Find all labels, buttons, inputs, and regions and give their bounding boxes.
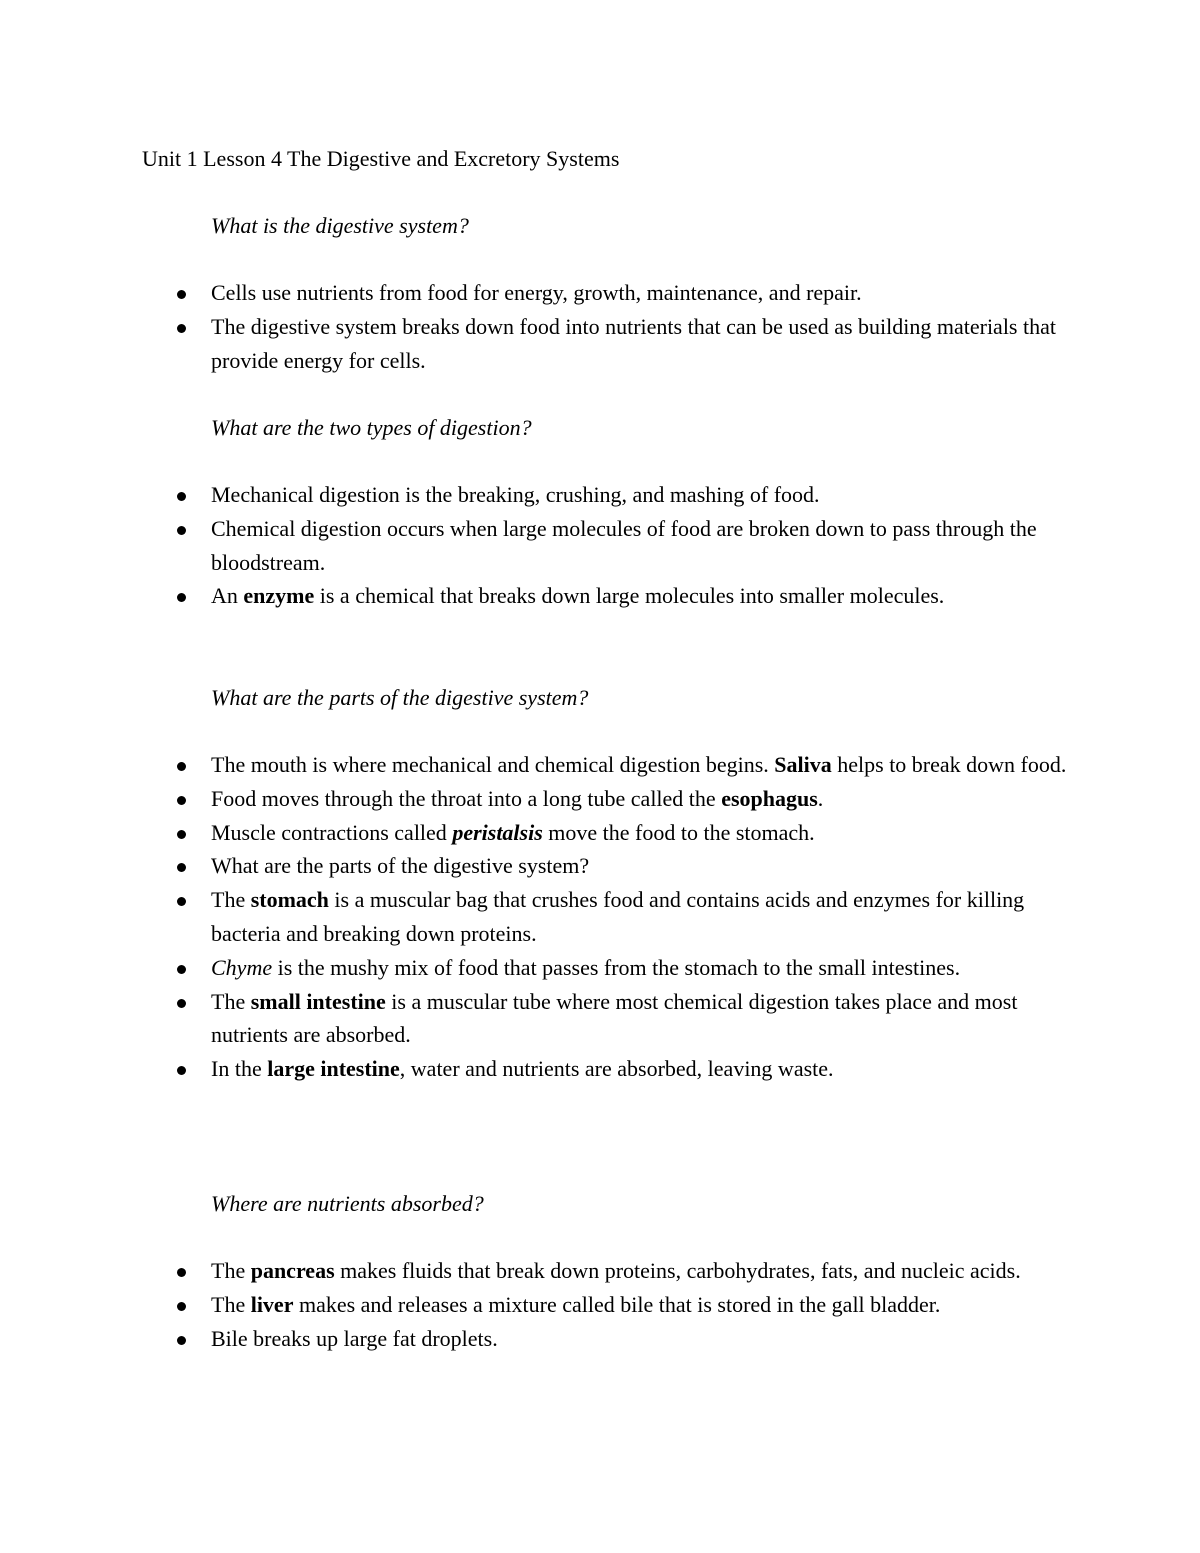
list-item [0,478,1200,512]
key-term-small-intestine: small intestine [250,988,386,1014]
list-item [0,951,1200,985]
list-item-text-before: An [211,583,244,609]
bullet-icon [177,593,186,602]
list-item-text-before: In the [211,1056,268,1082]
bullet-icon [177,492,186,501]
list-item-text: What are the parts of the digestive system? [211,853,590,879]
list-item [0,748,1200,782]
bullet-list [0,748,1200,1086]
section-what-is-digestive-system [0,209,1200,377]
list-item-text: Cells use nutrients from food for energy, growth, maintenance, and repair. [211,280,862,305]
key-term-saliva: Saliva [774,752,832,777]
section-question: What are the parts of the digestive system? [211,685,589,710]
bullet-icon [177,999,186,1008]
list-item [0,883,1200,951]
list-item-text-after: makes and releases a mixture called bile that is stored in the gall bladder. [293,1291,941,1317]
bullet-icon [177,526,186,535]
key-term-large-intestine: large intestine [267,1056,400,1082]
list-item [0,1288,1200,1322]
list-item-text-after: , water and nutrients are absorbed, leaving waste. [399,1056,834,1082]
list-item-text-before: Muscle contractions called [211,819,453,845]
list-item [0,782,1200,816]
list-item-text-after: is a muscular bag that crushes food and contains acids and enzymes for killing bacteria and breaking down proteins. [211,887,1025,946]
key-term-pancreas: pancreas [250,1258,335,1283]
list-item-text-after: is a chemical that breaks down large molecules into smaller molecules. [314,583,945,609]
list-item-text-after: makes fluids that break down proteins, carbohydrates, fats, and nucleic acids. [334,1258,1021,1283]
list-item-text-after: . [817,785,824,811]
list-item [0,310,1200,378]
bullet-list [0,478,1200,613]
bullet-icon [177,830,186,839]
list-item-text: Bile breaks up large fat droplets. [211,1325,498,1351]
list-item-text-before: The [211,988,251,1014]
list-item-text: Mechanical digestion is the breaking, crushing, and mashing of food. [211,482,820,507]
section-types-of-digestion [0,411,1200,613]
bullet-icon [177,1268,186,1277]
section-question: Where are nutrients absorbed? [211,1191,484,1216]
key-term-liver: liver [250,1291,294,1317]
key-term-stomach: stomach [250,887,329,913]
key-term-chyme: Chyme [211,954,273,980]
bullet-icon [177,897,186,906]
bullet-list [0,276,1200,377]
list-item-text-after: helps to break down food. [831,752,1067,777]
list-item [0,849,1200,883]
key-term-esophagus: esophagus [721,785,818,811]
section-parts-of-digestive-system [0,681,1200,1086]
list-item-text-after: move the food to the stomach. [542,819,815,845]
list-item [0,276,1200,310]
list-item [0,1322,1200,1356]
list-item [0,816,1200,850]
list-item [0,1254,1200,1288]
list-item-text-after: is a muscular tube where most chemical digestion takes place and most nutrients are absorbed. [211,988,1018,1048]
list-item [0,1052,1200,1086]
bullet-icon [177,762,186,771]
list-item [0,512,1200,580]
bullet-icon [177,1336,186,1345]
list-item [0,579,1200,613]
bullet-icon [177,290,186,299]
list-item-text-before: The [211,1258,251,1283]
section-question: What are the two types of digestion? [211,415,532,440]
list-item-text-after: is the mushy mix of food that passes from the stomach to the small intestines. [272,954,961,980]
document-title: Unit 1 Lesson 4 The Digestive and Excretory Systems [142,146,620,171]
bullet-list [0,1254,1200,1355]
section-where-nutrients-absorbed [0,1187,1200,1355]
list-item [0,985,1200,1053]
key-term-peristalsis: peristalsis [452,819,543,845]
list-item-text-before: The mouth is where mechanical and chemical digestion begins. [211,752,775,777]
bullet-icon [177,863,186,872]
bullet-icon [177,324,186,333]
list-item-text-before: The [211,887,251,913]
list-item-text-before: Food moves through the throat into a long tube called the [211,785,722,811]
bullet-icon [177,1066,186,1075]
section-question: What is the digestive system? [211,213,469,238]
list-item-text: Chemical digestion occurs when large molecules of food are broken down to pass through the bloodstream. [211,515,1037,575]
list-item-text-before: The [211,1291,251,1317]
bullet-icon [177,1302,186,1311]
bullet-icon [177,965,186,974]
key-term-enzyme: enzyme [243,583,315,609]
bullet-icon [177,796,186,805]
list-item-text: The digestive system breaks down food into nutrients that can be used as building materials that provide energy for cells. [211,313,1056,373]
